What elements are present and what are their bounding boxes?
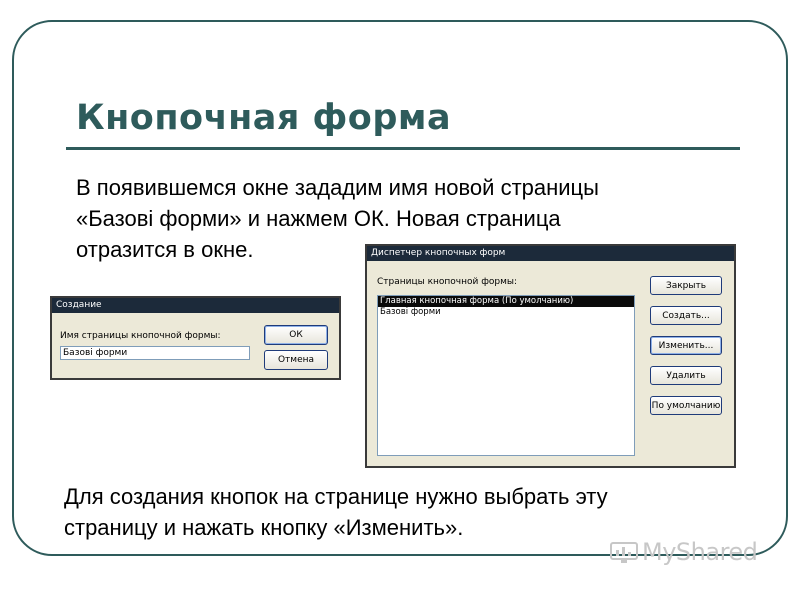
create-button[interactable]: Создать... xyxy=(650,306,722,325)
paragraph-line: отразится в окне. xyxy=(76,237,254,262)
pages-list-label: Страницы кнопочной формы: xyxy=(377,277,518,287)
pages-listbox[interactable] xyxy=(377,295,635,456)
cancel-button[interactable]: Отмена xyxy=(264,350,328,370)
delete-button[interactable]: Удалить xyxy=(650,366,722,385)
list-item[interactable]: Главная кнопочная форма (По умолчанию) xyxy=(378,296,634,307)
close-button[interactable]: Закрыть xyxy=(650,276,722,295)
page-name-label: Имя страницы кнопочной формы: xyxy=(60,331,221,341)
chart-icon xyxy=(610,540,638,564)
dialog-title-bar: Создание xyxy=(52,298,339,313)
watermark-logo: MyShared xyxy=(642,538,758,566)
dialog-title-bar: Диспетчер кнопочных форм xyxy=(367,246,734,261)
paragraph-line: страницу и нажать кнопку «Изменить». xyxy=(64,515,464,540)
edit-button[interactable]: Изменить... xyxy=(650,336,722,355)
slide-title: Кнопочная форма xyxy=(76,98,452,138)
closing-paragraph xyxy=(64,481,764,543)
list-item[interactable]: Базові форми xyxy=(380,307,441,317)
title-underline xyxy=(66,147,740,150)
create-page-dialog xyxy=(50,296,341,380)
paragraph-line: В появившемся окне зададим имя новой страницы xyxy=(76,175,599,200)
paragraph-line: Для создания кнопок на странице нужно выбрать эту xyxy=(64,484,608,509)
switchboard-manager-dialog xyxy=(365,244,736,468)
set-default-button[interactable]: По умолчанию xyxy=(650,396,722,415)
ok-button[interactable]: ОК xyxy=(264,325,328,345)
paragraph-line: «Базові форми» и нажмем ОК. Новая страница xyxy=(76,206,561,231)
page-name-input[interactable]: Базові форми xyxy=(60,346,250,360)
